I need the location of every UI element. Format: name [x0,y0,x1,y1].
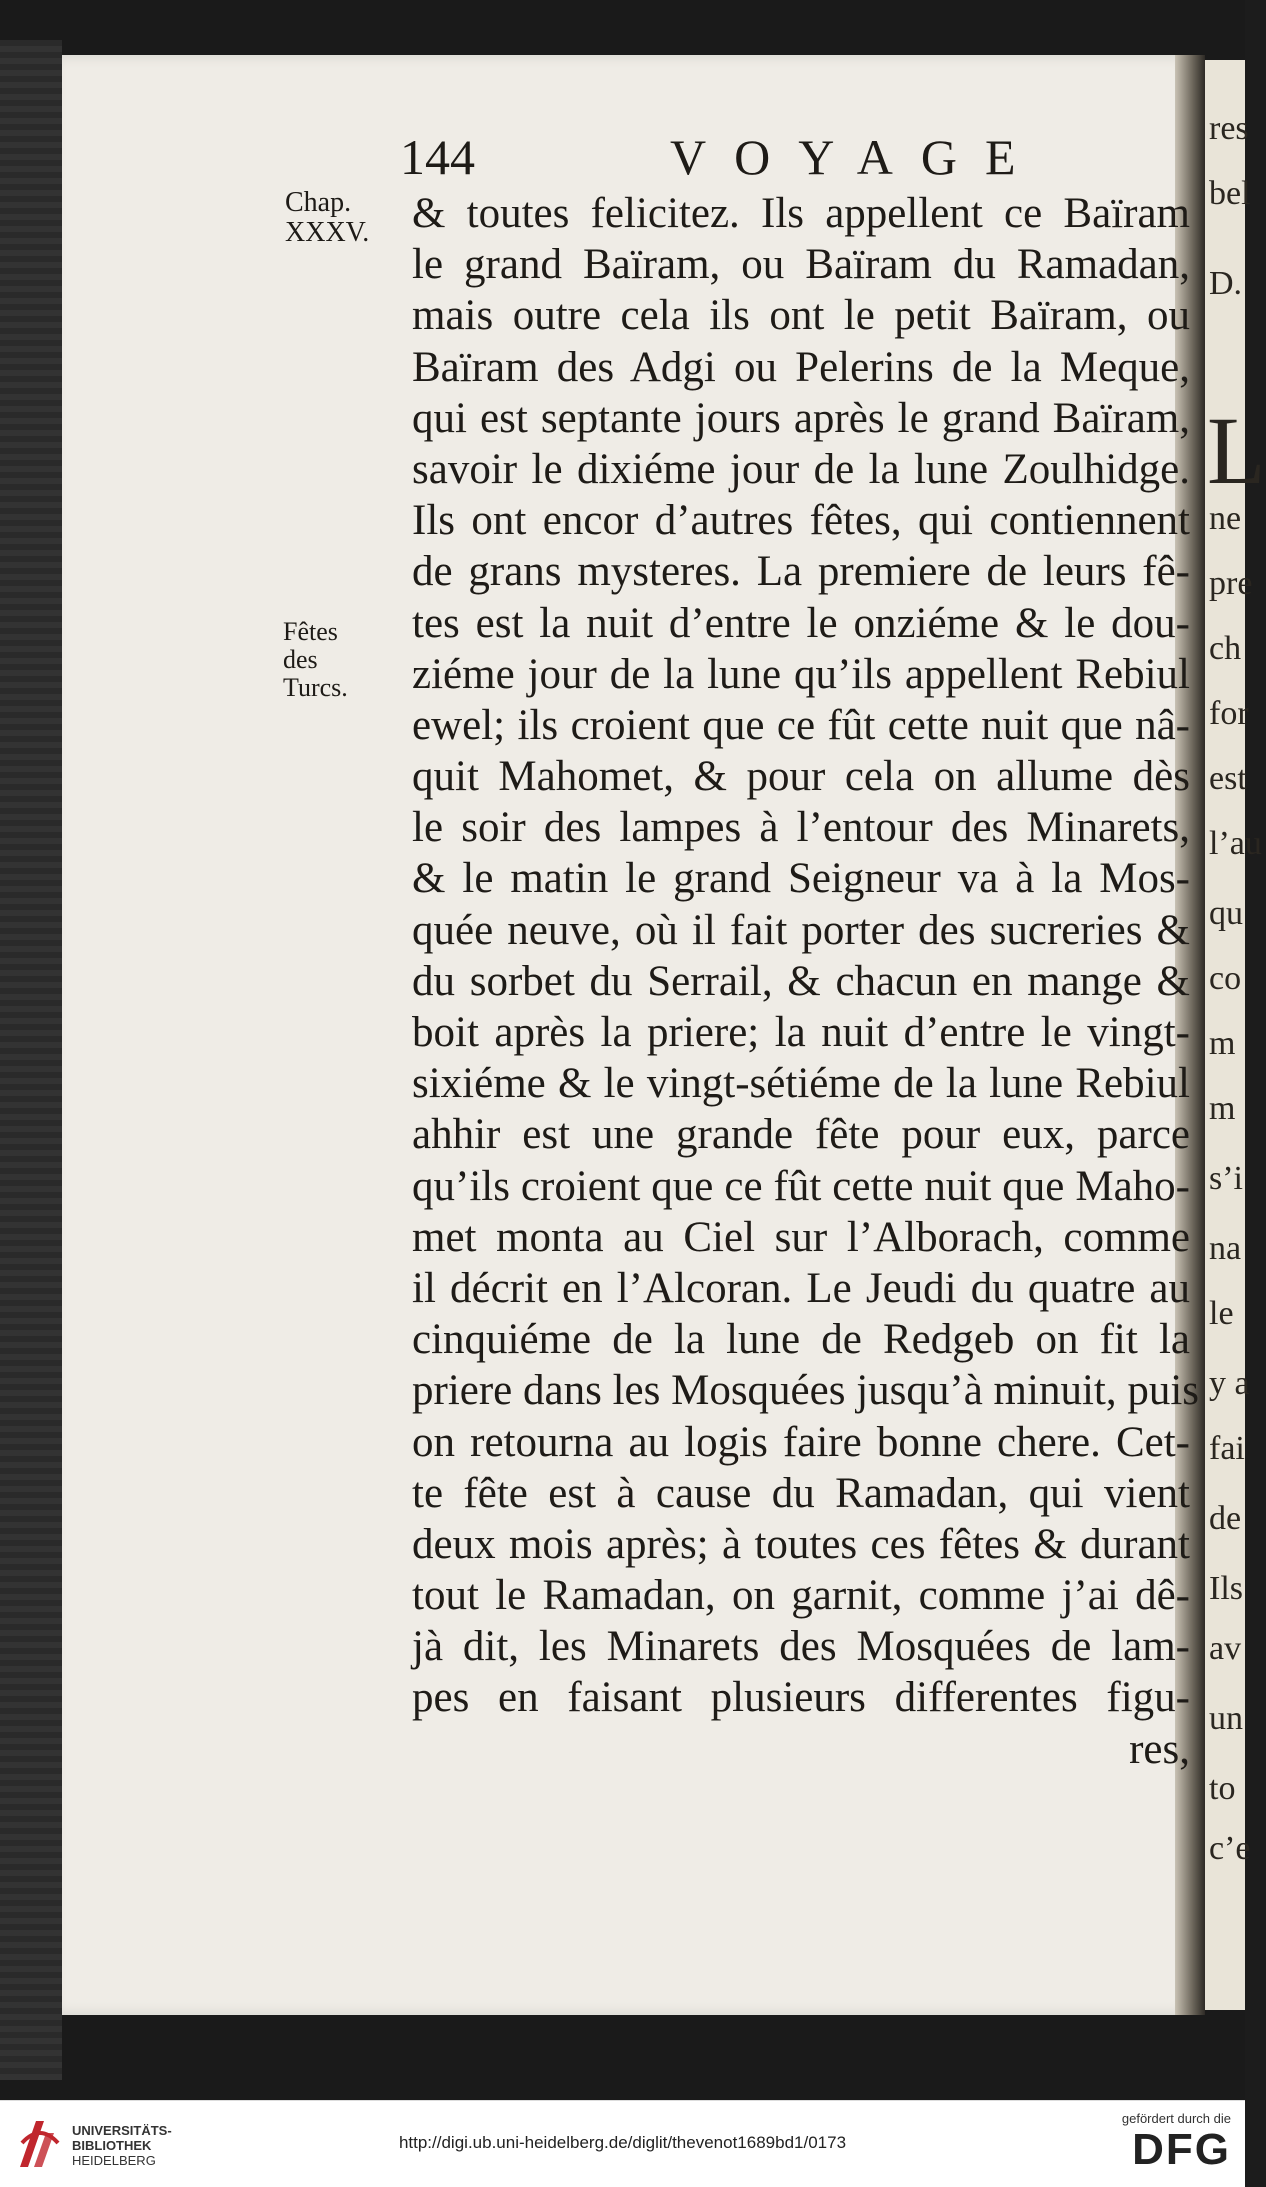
facing-page-fragment: de [1209,1500,1242,1537]
facing-page-fragment: bel [1209,175,1251,212]
facing-page-fragment: for [1209,695,1249,732]
margin-note-chapter [285,188,395,248]
funded-by-text: gefördert durch die [1121,2111,1231,2126]
viewer-footer [0,2100,1245,2187]
facing-page-fragment: m [1209,1090,1236,1127]
facing-page-fragment: y a [1209,1365,1250,1402]
text-line: Baïram des Adgi ou Pelerins de la Meque, [412,343,1190,391]
facing-page-fragment: le [1209,1295,1234,1332]
facing-page-fragment: un [1209,1700,1243,1737]
book-edge [0,40,62,2080]
margin-fetes-line: Turcs. [283,673,348,702]
facing-page-fragment: qu [1209,895,1243,932]
text-line: le grand Baïram, ou Baïram du Ramadan, [412,241,1190,289]
facing-page-fragment: res [1209,110,1249,147]
facing-page-fragment: ch [1209,630,1242,667]
margin-fetes-line: des [283,645,318,674]
body-text [412,188,1200,1775]
text-line: jà dit, les Minarets des Mosquées de lam- [412,1623,1190,1671]
running-title: VOYAGE [670,129,1044,185]
text-line: & toutes felicitez. Ils appellent ce Baïram [412,190,1190,237]
facing-page-fragment: ne [1209,500,1242,537]
facing-page-fragment: av [1209,1630,1242,1667]
text-line: ewel; ils croient que ce fût cette nuit que nâ- [412,701,1190,749]
text-line: il décrit en l’Alcoran. Le Jeudi du quatre au [412,1264,1190,1312]
text-line: de grans mysteres. La premiere de leurs fê- [412,548,1190,596]
text-line: cinquiéme de la lune de Redgeb on fit la [412,1316,1190,1364]
text-line: deux mois après; à toutes ces fêtes & durant [412,1520,1190,1568]
page-number: 144 [400,129,475,185]
text-line: pes en faisant plusieurs differentes figu- [412,1674,1190,1722]
text-line: tout le Ramadan, on garnit, comme j’ai dê- [412,1572,1190,1620]
margin-chapter-label: Chap. [285,187,352,218]
text-line: sixiéme & le vingt-sétiéme de la lune Rebiul [412,1060,1190,1108]
margin-fetes-line: Fêtes [283,617,338,646]
margin-chapter-number: XXXV. [285,217,370,248]
text-line: le soir des lampes à l’entour des Minarets, [412,804,1190,852]
text-line: ziéme jour de la lune qu’ils appellent Rebiul [412,650,1190,698]
text-line: quit Mahomet, & pour cela on allume dès [412,753,1190,801]
facing-page-fragment: m [1209,1025,1236,1062]
facing-page-fragment: co [1209,960,1242,997]
library-name-line: BIBLIOTHEK [72,2138,152,2153]
text-line: boit après la priere; la nuit d’entre le vingt- [412,1009,1190,1056]
facing-page-fragment: est [1209,760,1247,797]
text-line: te fête est à cause du Ramadan, qui vient [412,1469,1190,1517]
facing-page-fragment: L [1207,397,1266,504]
text-line: Ils ont encor d’autres fêtes, qui contiennent [412,497,1190,545]
text-line: mais outre cela ils ont le petit Baïram, ou [412,292,1190,340]
text-line: & le matin le grand Seigneur va à la Mos- [412,855,1190,903]
permalink-url[interactable]: http://digi.ub.uni-heidelberg.de/diglit/thevenot1689bd1/0173 [398,2133,847,2152]
text-line: ahhir est une grande fête pour eux, parce [412,1111,1190,1159]
text-line: met monta au Ciel sur l’Alborach, comme [412,1213,1190,1261]
text-line: res, [1129,1725,1190,1773]
text-line: qu’ils croient que ce fût cette nuit que Maho- [412,1162,1190,1210]
facing-page-fragment: l’au [1209,825,1262,862]
facing-page-fragment: D. [1209,265,1243,302]
page-header [400,128,1180,188]
dfg-logo[interactable]: DFG [1132,2125,1231,2174]
text-line: quée neuve, où il fait porter des sucreries & [412,906,1190,954]
margin-note-fetes [283,618,383,702]
facing-page-fragment: na [1209,1230,1242,1267]
funder-block [1122,2111,1231,2174]
text-line: on retourna au logis faire bonne chere. Cet- [412,1418,1190,1466]
facing-page-fragment: Ils [1209,1570,1243,1607]
facing-page [1205,60,1266,2010]
facing-page-fragment: to [1209,1770,1236,1807]
text-line: priere dans les Mosquées jusqu’à minuit, puis [412,1367,1200,1415]
library-name-line: HEIDELBERG [72,2153,156,2168]
library-name-line: UNIVERSITÄTS- [72,2123,172,2138]
text-line: savoir le dixiéme jour de la lune Zoulhidge. [412,445,1190,493]
text-line: qui est septante jours après le grand Baïram, [412,394,1190,442]
text-line: du sorbet du Serrail, & chacun en mange & [412,957,1190,1005]
facing-page-fragment: c’e [1209,1830,1251,1867]
facing-page-fragment: pre [1209,565,1253,602]
facing-page-fragment: fai [1209,1430,1245,1467]
facing-page-fragment: s’i [1209,1160,1243,1197]
text-line: tes est la nuit d’entre le onziéme & le dou- [412,599,1190,647]
